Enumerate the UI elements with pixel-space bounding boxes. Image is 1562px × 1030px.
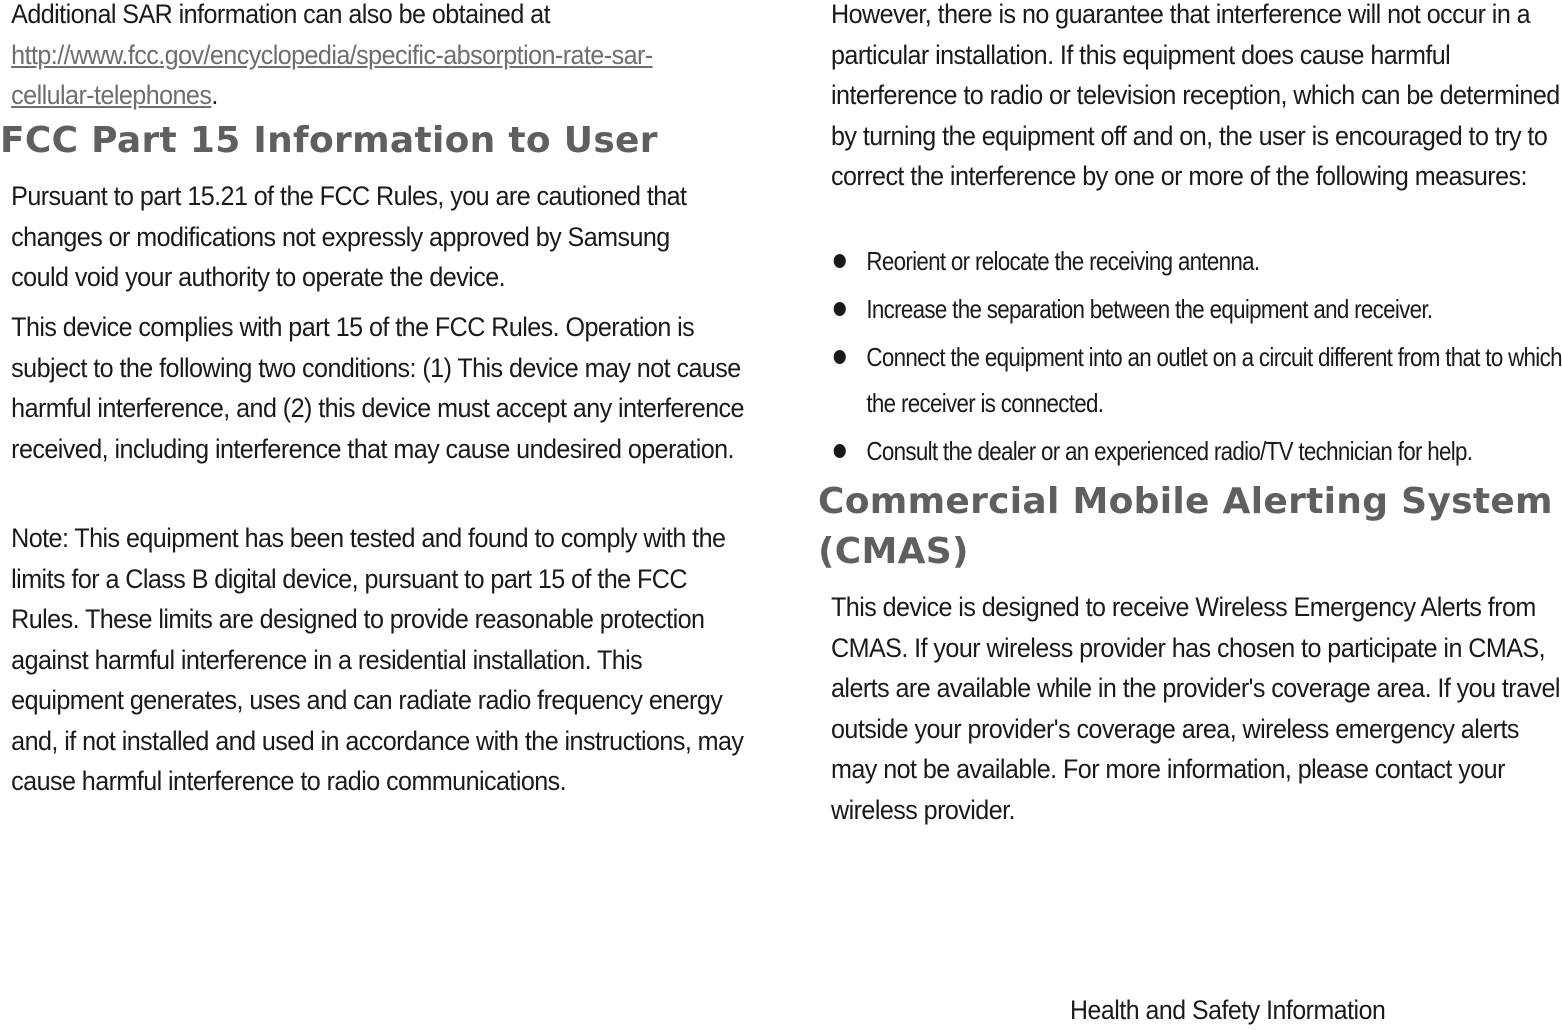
measure-item-consult <box>832 428 1562 474</box>
bullet-dot-icon <box>834 254 846 268</box>
page-footer: Health and Safety Information <box>1070 995 1386 1025</box>
bullet-dot-icon <box>834 444 846 458</box>
sar-link-line1: http://www.fcc.gov/encyclopedia/specific-absorption-rate-sar- <box>11 39 653 70</box>
fcc-compliance-paragraph: This device complies with part 15 of the FCC Rules. Operation is subject to the following two conditions: (1) This device may not cause harmful interference, and (2) this device must accept any interference received, including interference that may cause undesired operation. <box>11 312 744 464</box>
sar-info-link[interactable] <box>11 40 652 111</box>
bullet-dot-icon <box>834 302 846 316</box>
sar-link-line2: cellular-telephones <box>11 80 212 110</box>
cmas-paragraph: This device is designed to receive Wireless Emergency Alerts from CMAS. If your wireless provider has chosen to participate in CMAS, alerts are available while in the provider's coverage area. If you travel outside your provider's coverage area, wireless emergency alerts may not be available. For more information, please contact your wireless provider. <box>831 592 1560 825</box>
measure-text: Increase the separation between the equipment and receiver. <box>866 294 1433 324</box>
fcc-note-paragraph: Note: This equipment has been tested and found to comply with the limits for a Class B digital device, pursuant to part 15 of the FCC Rules. These limits are designed to provide reasonable protection against harmful interference in a residential installation. This equipment generates, uses and can radiate radio frequency energy and, if not installed and used in accordance with the instructions, may cause harmful interference to radio communications. <box>11 523 744 796</box>
measure-text: Connect the equipment into an outlet on a circuit different from that to which the receiver is connected. <box>866 342 1562 418</box>
measures-list <box>818 238 1562 474</box>
sar-info-text: Additional SAR information can also be obtained at <box>11 0 550 29</box>
measure-text: Consult the dealer or an experienced radio/TV technician for help. <box>866 436 1473 466</box>
cmas-heading: Commercial Mobile Alerting System (CMAS) <box>818 481 1553 572</box>
sar-period: . <box>211 80 218 110</box>
interference-paragraph: However, there is no guarantee that interference will not occur in a particular installation. If this equipment does cause harmful interference to radio or television reception, which can be determined by turning the equipment off and on, the user is encouraged to try to correct the interference by one or more of the following measures: <box>831 0 1560 191</box>
fcc-part15-heading: FCC Part 15 Information to User <box>0 120 658 161</box>
sar-info-paragraph <box>0 0 746 116</box>
measure-text: Reorient or relocate the receiving antenna. <box>866 246 1260 276</box>
measure-item-separation <box>832 286 1562 332</box>
measure-item-outlet <box>832 334 1562 426</box>
measure-item-reorient <box>832 238 1562 284</box>
bullet-dot-icon <box>834 350 846 364</box>
fcc-caution-paragraph: Pursuant to part 15.21 of the FCC Rules, you are cautioned that changes or modifications not expressly approved by Samsung could void your authority to operate the device. <box>11 181 687 292</box>
